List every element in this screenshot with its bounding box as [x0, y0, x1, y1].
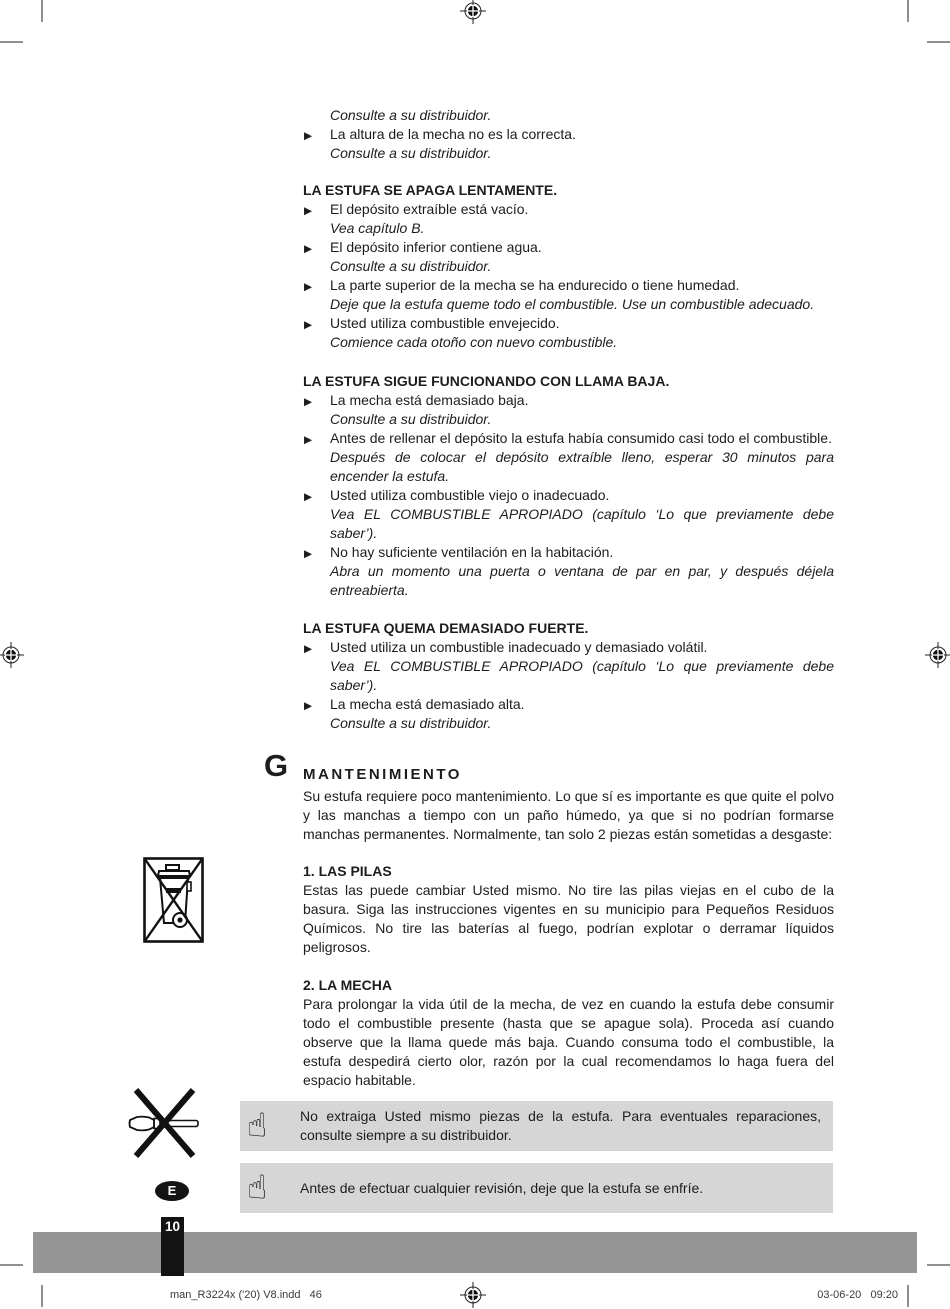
cause-text: La parte superior de la mecha se ha endurecido o tiene humedad.: [330, 277, 740, 293]
list-item: [303, 562, 834, 600]
crop-mark: [0, 1264, 23, 1266]
note-text: Antes de efectuar cualquier revisión, deje que la estufa se enfríe.: [300, 1179, 704, 1196]
remedy-text: Abra un momento una puerta o ventana de par en par, y después déjela entreabierta.: [330, 563, 834, 598]
bullet-arrow-icon: ▶: [304, 280, 313, 293]
bullet-arrow-icon: ▶: [304, 204, 313, 217]
section-heading: LA ESTUFA SIGUE FUNCIONANDO CON LLAMA BAJA.: [303, 373, 670, 389]
list-item: [303, 410, 834, 429]
list-item: [303, 543, 834, 562]
section-heading: LA ESTUFA SE APAGA LENTAMENTE.: [303, 182, 558, 198]
cause-text: La mecha está demasiado alta.: [330, 696, 525, 712]
list-item: [303, 295, 834, 314]
list-item: [303, 144, 834, 163]
note-box: [240, 1163, 833, 1213]
crop-mark: [0, 41, 23, 43]
remedy-text: Vea capítulo B.: [330, 220, 425, 236]
footer-filename: man_R3224x ('20) V8.indd 46: [170, 1289, 322, 1301]
bullet-arrow-icon: ▶: [304, 395, 313, 408]
remedy-text: Consulte a su distribuidor.: [330, 107, 492, 123]
cause-text: El depósito extraíble está vacío.: [330, 201, 529, 217]
registration-mark-icon: [460, 0, 486, 24]
remedy-text: Consulte a su distribuidor.: [330, 411, 492, 427]
list-item: [303, 429, 834, 448]
bullet-arrow-icon: ▶: [304, 490, 313, 503]
section-stove-burns-too-strong: [303, 619, 834, 733]
registration-mark-icon: [0, 642, 24, 668]
list-item: [303, 125, 834, 144]
crop-mark: [927, 1264, 950, 1266]
list-item: [303, 257, 834, 276]
crop-mark: [927, 41, 950, 43]
list-item: [303, 486, 834, 505]
cause-text: Usted utiliza combustible envejecido.: [330, 315, 560, 331]
list-item: [303, 657, 834, 695]
pointing-hand-icon: ☝: [247, 1106, 268, 1144]
subsection-heading-wick: 2. LA MECHA: [303, 977, 392, 993]
registration-mark-icon: [925, 642, 950, 668]
list-item: [303, 314, 834, 333]
crop-mark: [41, 0, 43, 22]
crop-mark: [41, 1285, 43, 1307]
batteries-paragraph: Estas las puede cambiar Usted mismo. No tire las pilas viejas en el cubo de la basura. Siga las instrucciones vigentes en su municipio para Pequeños Residuos Químicos. No tire las baterías al fuego, podrían explotar o derramar líquidos peligrosos.: [303, 882, 834, 955]
remedy-text: Después de colocar el depósito extraíble lleno, esperar 30 minutos para encender la estufa.: [330, 449, 834, 484]
maintenance-intro-paragraph: Su estufa requiere poco mantenimiento. Lo que sí es importante es que quite el polvo y las manchas a tiempo con un paño húmedo, ya que si no podrían formarse manchas permanentes. Normalmente, tan solo 2 piezas están sometidas a desgaste:: [303, 788, 834, 842]
cause-text: Usted utiliza combustible viejo o inadecuado.: [330, 487, 610, 503]
list-item: [303, 505, 834, 543]
chapter-letter: G: [264, 748, 289, 783]
list-item: [303, 695, 834, 714]
footer-datetime: 03-06-20 09:20: [817, 1289, 898, 1301]
bullet-arrow-icon: ▶: [304, 642, 313, 655]
registration-mark-icon: [460, 1282, 486, 1308]
bullet-arrow-icon: ▶: [304, 433, 313, 446]
crop-mark: [907, 0, 909, 22]
cause-text: Antes de rellenar el depósito la estufa había consumido casi todo el combustible.: [330, 430, 832, 446]
section-heading: LA ESTUFA QUEMA DEMASIADO FUERTE.: [303, 620, 589, 636]
list-item: [303, 333, 834, 352]
bullet-arrow-icon: ▶: [304, 547, 313, 560]
cause-text: La mecha está demasiado baja.: [330, 392, 529, 408]
section-maintenance: [247, 748, 834, 1213]
list-item: [303, 200, 834, 219]
list-item: [303, 219, 834, 238]
cause-text: La altura de la mecha no es la correcta.: [330, 126, 576, 142]
subsection-heading-batteries: 1. LAS PILAS: [303, 863, 392, 879]
bullet-arrow-icon: ▶: [304, 699, 313, 712]
pointing-hand-icon: ☝: [247, 1168, 268, 1206]
list-item: [303, 714, 834, 733]
cause-text: No hay suficiente ventilación en la habitación.: [330, 544, 614, 560]
remedy-text: Vea EL COMBUSTIBLE APROPIADO (capítulo ‘Lo que previamente debe saber’).: [330, 506, 834, 541]
cause-text: El depósito inferior contiene agua.: [330, 239, 542, 255]
list-item: [303, 276, 834, 295]
bullet-arrow-icon: ▶: [304, 318, 313, 331]
section-stove-keeps-burning-low: [303, 372, 834, 600]
no-screwdriver-icon: [127, 1087, 203, 1159]
crop-mark: [907, 1285, 909, 1307]
list-item: [303, 448, 834, 486]
cause-text: Usted utiliza un combustible inadecuado y demasiado volátil.: [330, 639, 708, 655]
remedy-text: Vea EL COMBUSTIBLE APROPIADO (capítulo ‘Lo que previamente debe saber’).: [330, 658, 834, 693]
remedy-text: Consulte a su distribuidor.: [330, 145, 492, 161]
text-column: [247, 106, 834, 1213]
section-stove-extinguishes-slowly: [303, 181, 834, 352]
note-box: [240, 1101, 833, 1151]
chapter-heading: MANTENIMIENTO: [303, 766, 462, 783]
page-number-badge: 10: [161, 1217, 184, 1276]
list-item: [303, 391, 834, 410]
weee-crossed-bin-icon: [143, 857, 204, 943]
list-item: [303, 106, 834, 125]
bullet-arrow-icon: ▶: [304, 242, 313, 255]
troubleshooting-list-continued: [303, 106, 834, 163]
language-badge: E: [155, 1181, 189, 1201]
remedy-text: Comience cada otoño con nuevo combustible.: [330, 334, 618, 350]
note-text: No extraiga Usted mismo piezas de la estufa. Para eventuales reparaciones, consulte siempre a su distribuidor.: [300, 1108, 821, 1143]
remedy-text: Consulte a su distribuidor.: [330, 258, 492, 274]
remedy-text: Consulte a su distribuidor.: [330, 715, 492, 731]
wick-paragraph: Para prolongar la vida útil de la mecha, de vez en cuando la estufa debe consumir todo el combustible presente (hasta que se apague sola). Proceda así cuando observe que la llama quede más baja. Cuando consuma todo el combustible, la estufa despedirá cierto olor, razón por la cual recomendamos lo haga fuera del espacio habitable.: [303, 996, 834, 1088]
remedy-text: Deje que la estufa queme todo el combustible. Use un combustible adecuado.: [330, 296, 815, 312]
list-item: [303, 238, 834, 257]
bullet-arrow-icon: ▶: [304, 129, 313, 142]
list-item: [303, 638, 834, 657]
